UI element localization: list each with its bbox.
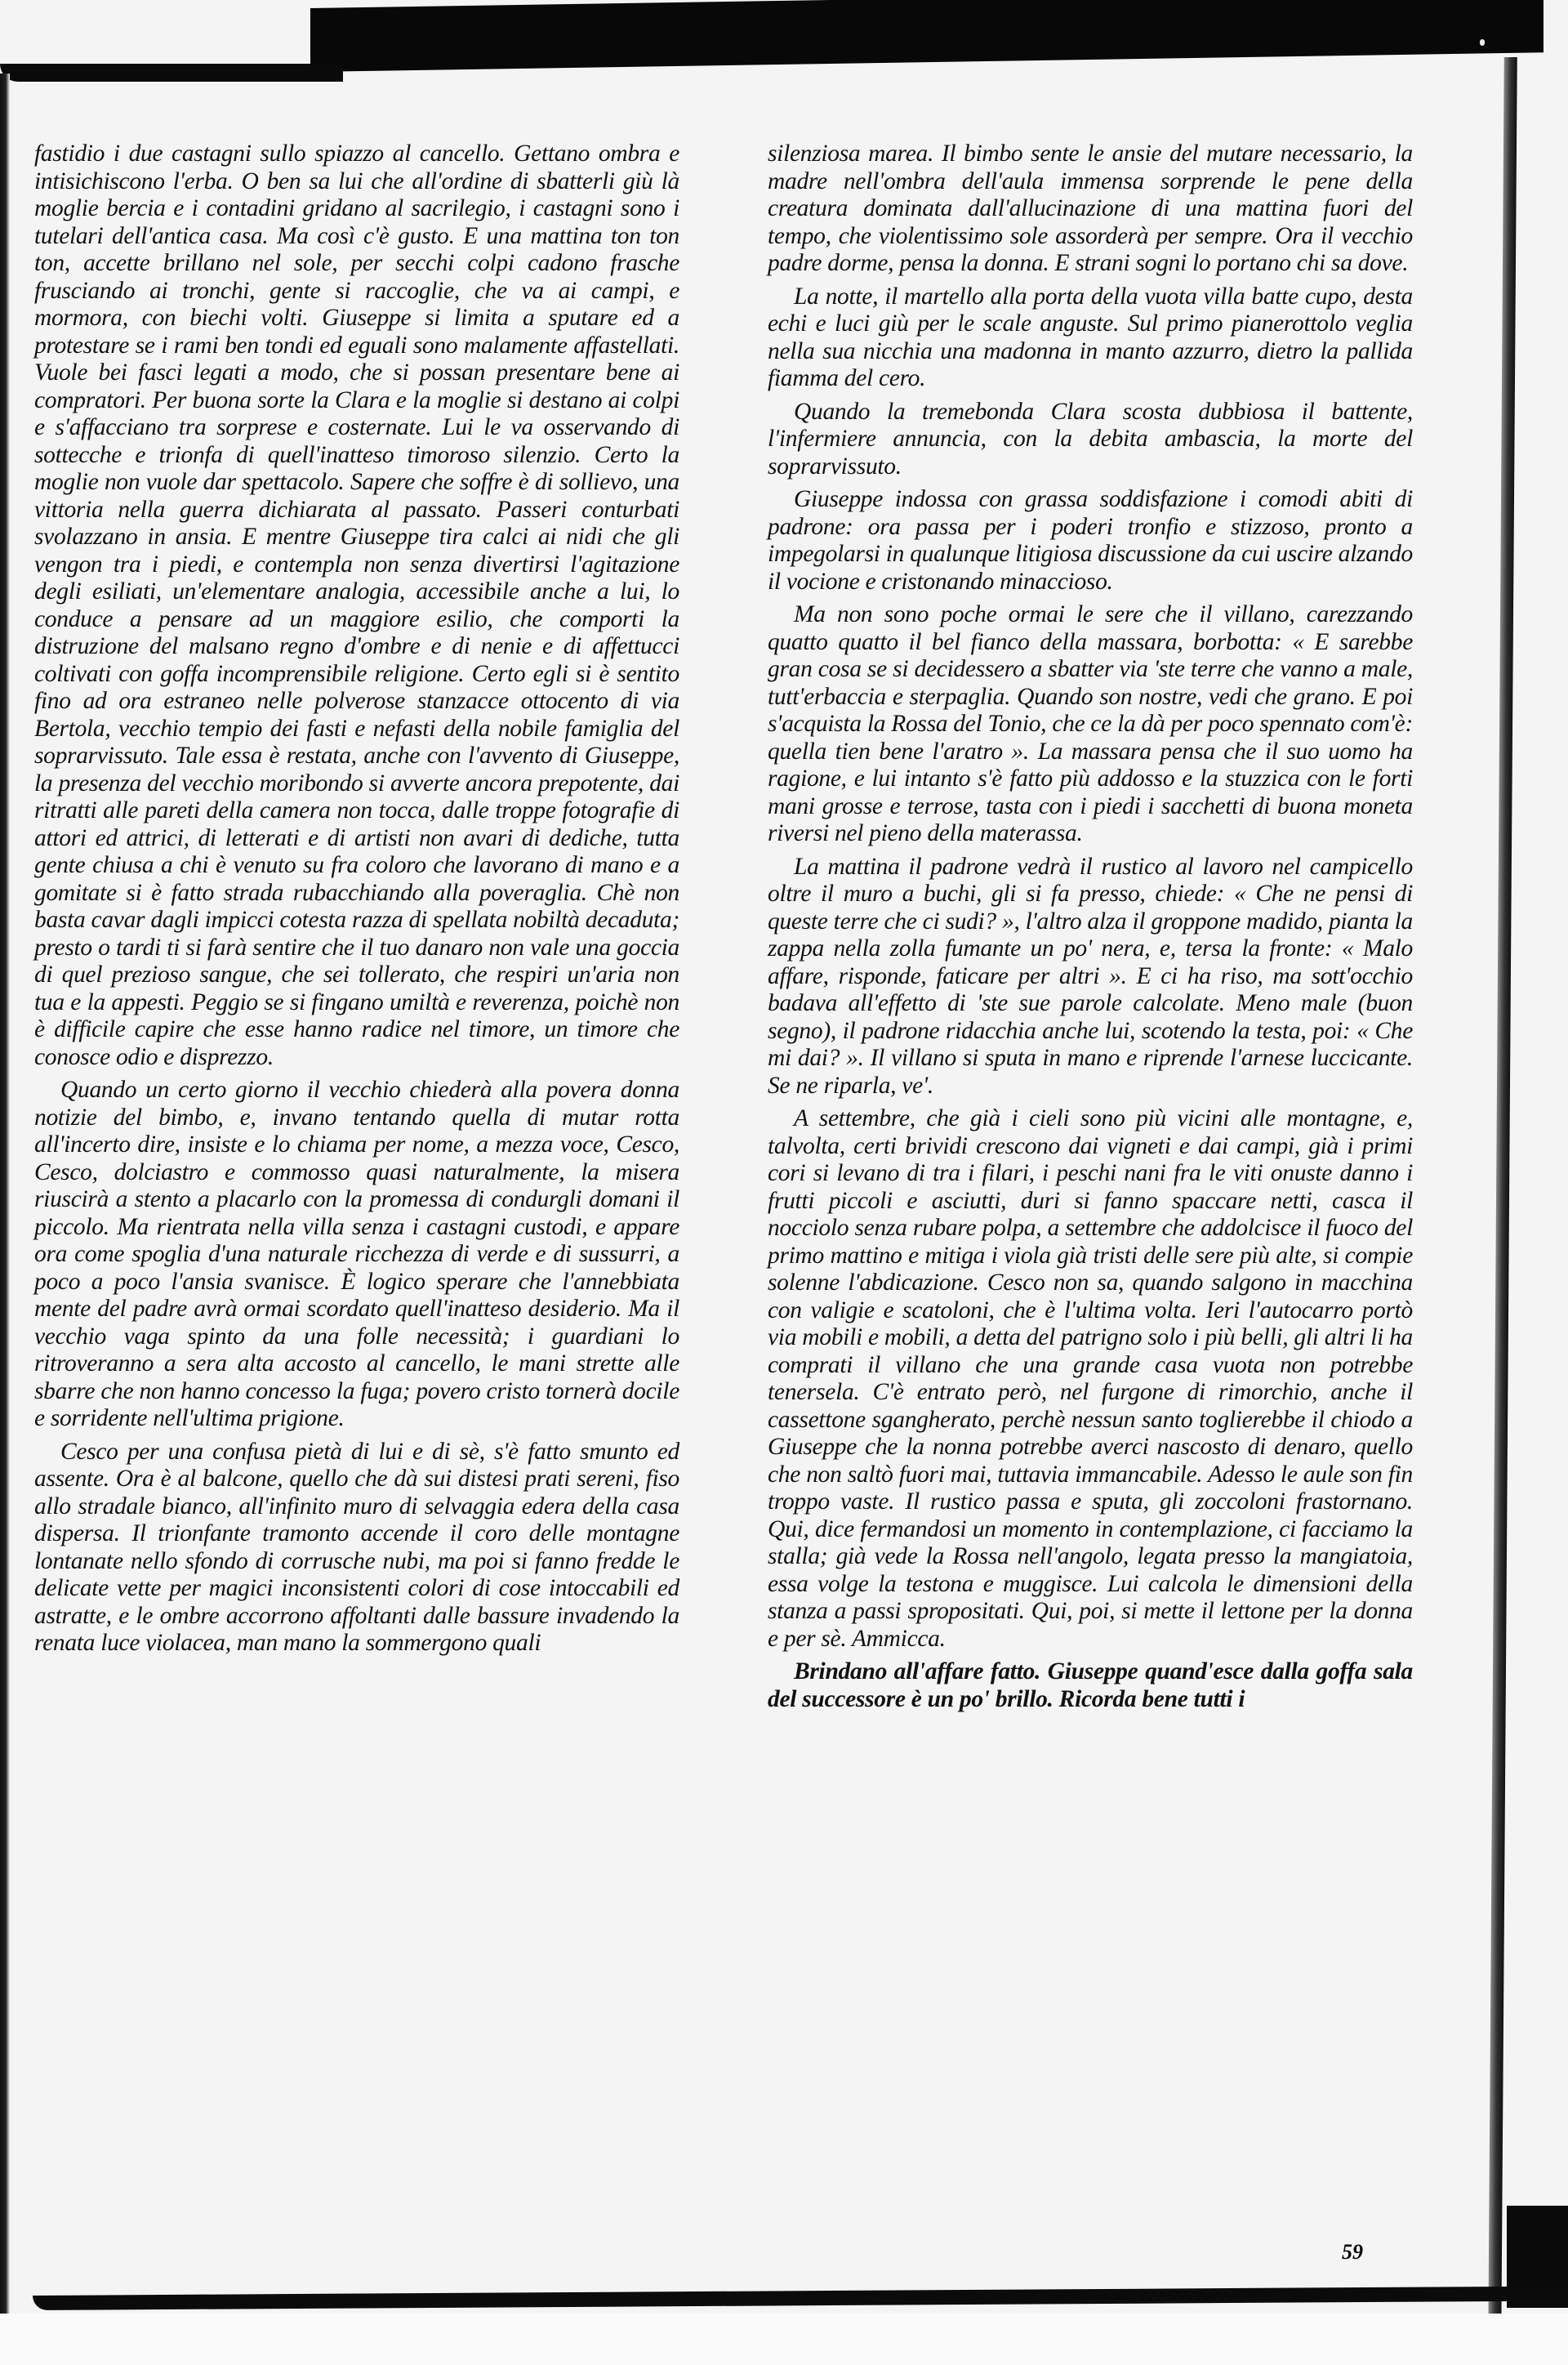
text-column-left xyxy=(34,141,679,1663)
paragraph: Ma non sono poche ormai le sere che il villano, carezzando quatto quatto il bel fianco della massara, borbotta: « E sarebbe gran cosa se si decidessero a sbatter via 'ste terre che vanno a male, tutt'erbaccia e sterpaglia. Quando son nostre, vedi che grano. E poi s'acquista la Rossa del Tonio, che ce la dà per poco spennato com'è: quella tien bene l'aratro ». La massara pensa che il suo uomo ha ragione, e lui intanto s'è fatto più addosso e la stuzzica con le forti mani grosse e terrose, tasta con i piedi i sacchetti di buona moneta riversi nel pieno della materassa. xyxy=(768,601,1413,846)
paragraph: A settembre, che già i cieli sono più vicini alle montagne, e, talvolta, certi brividi crescono dai vigneti e dai campi, già i primi cori si levano di tra i filari, i peschi nani fra le viti onuste danno i frutti piccoli e asciutti, duri si fanno spaccare netti, casca il nocciolo senza rubare polpa, a settembre che addolcisce il fuoco del primo mattino e mitiga i viola già tristi delle sere più alte, si compie solenne l'abdicazione. Cesco non sa, quando salgono in macchina con valigie e scatoloni, che è l'ultima volta. Ieri l'autocarro portò via mobili e mobili, a detta del patrigno solo i più belli, gli altri li ha comprati il villano che una grande casa vuota non potrebbe tenersela. C'è entrato però, nel furgone di rimorchio, anche il cassettone sgangherato, perchè nessun santo toglierebbe il chiodo a Giuseppe che la nonna potrebbe averci nascosto di denaro, quello che non saltò fuori mai, tuttavia immancabile. Adesso le aule son fin troppo vaste. Il rustico passa e sputa, gli zoccoloni frastornano. Qui, dice fermandosi un momento in contemplazione, ci facciamo la stalla; già vede la Rossa nell'angolo, legata presso la mangiatoia, essa volge la testona e muggisce. Lui calcola le dimensioni della stanza a passi spropositati. Qui, poi, si mette il lettone per la donna e per sè. Ammicca. xyxy=(768,1105,1413,1652)
paragraph: La mattina il padrone vedrà il rustico al lavoro nel campicello oltre il muro a buchi, gli si fa presso, chiede: « Che ne pensi di queste terre che ci sudi? », l'altro alza il groppone madido, pianta la zappa nella zolla fumante un po' nera, e, tersa la fronte: « Malo affare, risponde, faticare per altri ». E ci ha riso, ma sott'occhio badava all'effetto di 'ste sue parole calcolate. Meno male (buon segno), il padrone ridacchia anche lui, scotendo la testa, poi: « Che mi dai? ». Il villano si sputa in mano e riprende l'arnese luccicante. Se ne riparla, ve'. xyxy=(768,853,1413,1099)
scan-border-top xyxy=(310,0,1544,72)
paragraph: La notte, il martello alla porta della vuota villa batte cupo, desta echi e luci giù per le scale anguste. Sul primo pianerottolo veglia nella sua nicchia una madonna in manto azzurro, dietro la pallida fiamma del cero. xyxy=(768,283,1413,391)
scan-border-top-left xyxy=(0,64,343,82)
paragraph: Quando un certo giorno il vecchio chiederà alla povera donna notizie del bimbo, e, invano tentando quella di mutar rotta all'incerto dire, insiste e lo chiama per nome, a mezza voce, Cesco, Cesco, dolciastro e commosso quasi naturalmente, la misera riuscirà a stento a placarlo con la promessa di condurgli domani il piccolo. Ma rientrata nella villa senza i castagni custodi, e appare ora come spoglia d'una naturale ricchezza di verde e di sussurri, a poco a poco l'ansia svanisce. È logico sperare che l'annebbiata mente del padre avrà ormai scordato quell'inatteso desiderio. Ma il vecchio vaga spinto da una folle necessità; i guardiani lo ritroveranno a sera alta accosto al cancello, le mani strette alle sbarre che non hanno concesso la fuga; povero cristo tornerà docile e sorridente nell'ultima prigione. xyxy=(34,1077,679,1431)
scan-border-left xyxy=(0,74,10,2320)
page-number: 59 xyxy=(1342,2240,1363,2264)
paragraph: Giuseppe indossa con grassa soddisfazione i comodi abiti di padrone: ora passa per i poderi tronfio e stizzoso, pronto a impegolarsi in qualunque litigiosa discussione da cui uscire alzando il vocione e cristonando minaccioso. xyxy=(768,486,1413,595)
scan-background xyxy=(0,2314,1568,2365)
paragraph: Brindano all'affare fatto. Giuseppe quand'esce dalla goffa sala del successore è un po' brillo. Ricorda bene tutti i xyxy=(768,1658,1413,1712)
paragraph: fastidio i due castagni sullo spiazzo al cancello. Gettano ombra e intisichiscono l'erba. O ben sa lui che all'ordine di sbatterli giù là moglie bercia e i contadini gridano al sacrilegio, i castagni sono i tutelari dell'antica casa. Ma così c'è gusto. E una mattina ton ton ton, accette brillano nel sole, per secchi colpi cadono frasche frusciando ai tronchi, gente si raccoglie, che va ai campi, e mormora, con biechi volti. Giuseppe si limita a sputare ed a protestare se i rami ben tondi ed eguali sono malamente affastellati. Vuole bei fasci legati a modo, che si possan presentare bene ai compratori. Per buona sorte la Clara e la moglie si destano ai colpi e s'affacciano tra sorprese e costernate. Lui le va osservando di sottecche e trionfa di quell'inatteso timoroso silenzio. Certo la moglie non vuole dar spettacolo. Sapere che soffre è di sollievo, una vittoria nella guerra dichiarata al passato. Passeri conturbati svolazzano in ansia. E mentre Giuseppe tira calci ai nidi che gli vengon tra i piedi, e contempla non senza divertirsi l'agitazione degli esiliati, un'elementare analogia, accessibile anche a lui, lo conduce a pensare ad un maggiore esilio, che comporti la distruzione del malsano regno d'ombre e di nenie e di affettucci coltivati con goffa incomprensibile religione. Certo egli si è sentito fino ad ora estraneo nelle polverose stanzacce ottocento di via Bertola, vecchio tempio dei fasti e nefasti della nobile famiglia del soprarvissuto. Tale essa è restata, anche con l'avvento di Giuseppe, la presenza del vecchio moribondo si avverte ancora prepotente, dai ritratti alle pareti della camera non tocca, dalle troppe fotografie di attori ed attrici, di letterati e di artisti non avari di dediche, tutta gente chiusa a chi è venuto su fra coloro che lavorano di mano e a gomitate si è fatto strada rubacchiando alla poveraglia. Chè non basta cavar dagli impicci cotesta razza di spellata nobiltà decaduta; presto o tardi ti si farà sentire che il tuo danaro non vale una goccia di quel prezioso sangue, che sei tollerato, che respiri un'aria non tua e la appesti. Peggio se si fingano umiltà e reverenza, poichè non è difficile capire che esse hanno radice nel timore, un timore che conosce odio e disprezzo. xyxy=(34,141,679,1070)
scan-border-right xyxy=(1488,57,1517,2345)
paragraph: silenziosa marea. Il bimbo sente le ansie del mutare necessario, la madre nell'ombra dell'aula immensa sorprende le pene della creatura dominata dall'allucinazione di una mattina fuori del tempo, che violentissimo sole assorderà per sempre. Ora il vecchio padre dorme, pensa la donna. E strani sogni lo portano chi sa dove. xyxy=(768,141,1413,276)
paragraph: Quando la tremebonda Clara scosta dubbiosa il battente, l'infermiere annuncia, con la debita ambascia, la morte del soprarvissuto. xyxy=(768,398,1413,480)
scan-border-bottom xyxy=(33,2287,1568,2310)
text-column-right xyxy=(768,141,1413,1719)
paragraph: Cesco per una confusa pietà di lui e di sè, s'è fatto smunto ed assente. Ora è al balcone, quello che dà sui distesi prati sereni, fiso allo stradale bianco, all'infinito muro di selvaggia edera della casa dispersa. Il trionfante tramonto accende il coro delle montagne lontanate nello sfondo di corrusche nubi, ma poi si fanno fredde le delicate vette per magici inconsistenti colori di cose intoccabili ed astratte, e le ombre accorrono affoltanti dalle bassure invadendo la renata luce violacea, man mano la sommergono quali xyxy=(34,1438,679,1656)
scan-speck xyxy=(1480,39,1485,46)
